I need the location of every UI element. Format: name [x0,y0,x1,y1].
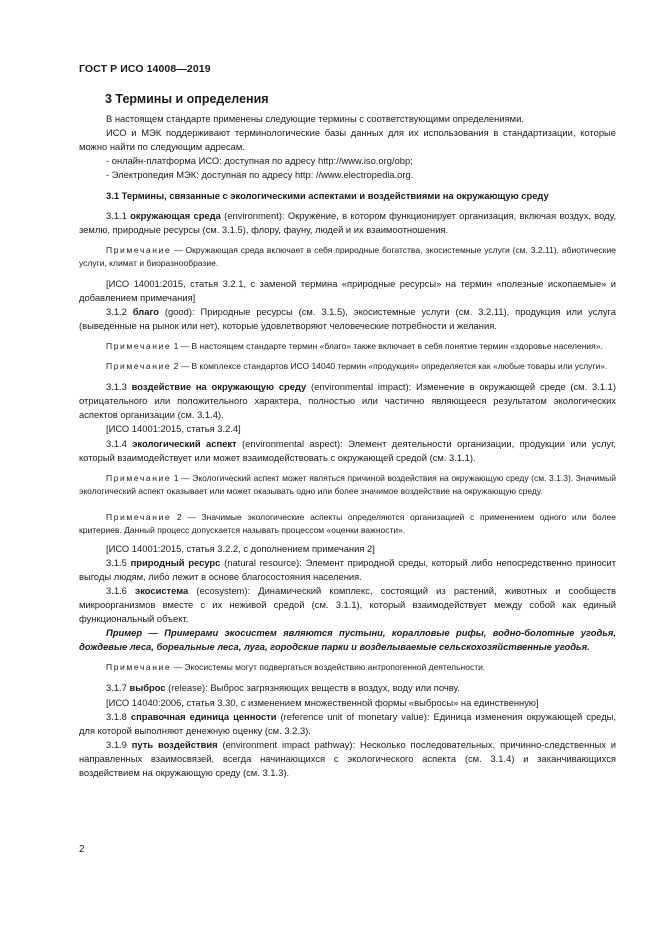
term-3-1-3 [79,380,616,422]
note-label: Примечание [106,662,172,673]
note-3-1-4-2 [79,511,616,537]
term-3-1-9 [79,738,616,780]
note-label: Примечание [106,511,172,522]
note-3-1-6 [79,661,616,674]
subsection-title: 3.1 Термины, связанные с экологическими аспектами и воздействиями на окружающую среду [106,190,549,202]
section-title: 3 Термины и определения [105,92,269,106]
term-definition: (release): Выброс загрязняющих веществ в воздух, воду или почву. [165,682,460,694]
page-number: 2 [79,844,85,855]
term-definition: (ecosystem): Динамический комплекс, состоящий из растений, животных и сообществ микроорганизмов вместе с их неживой средой (см. 3.1.1), который взаимодействует между собой как единый функциональный объект. [79,584,616,625]
note-text: 2 — Значимые экологические аспекты определяются организацией с применением одного или более критериев. Данный процесс допускается называть процессом «оценки важности». [79,511,616,535]
term-3-1-7 [79,681,616,695]
intro-paragraph: В настоящем стандарте применены следующие термины с соответствующими определениями. [106,113,524,124]
source-3-1-3: [ИСО 14001:2015, статья 3.2.4] [106,423,241,435]
note-label: Примечание [106,341,172,352]
term-number: 3.1.4 [106,437,127,449]
term-3-1-1 [79,209,616,237]
note-text: 1 — В настоящем стандарте термин «благо» также включает в себя понятие термин «здоровье населения». [171,341,603,352]
term-definition: (reference unit of monetary value): Единица изменения окружающей среды, для которой выполняют денежную оценку (см. 3.2.3). [79,710,617,736]
term-name: экосистема [135,584,189,596]
source-3-1-7: [ИСО 14040:2006, статья 3.30, с изменением множественной формы «выбросы» на единственную] [106,696,539,708]
term-definition: (environmental aspect): Элемент деятельности организации, продукции или услуг, который взаимодействует или может взаимодействовать с окружающей средой (см. 3.1.1). [79,437,616,463]
term-definition: (good): Природные ресурсы (см. 3.1.5), экосистемные услуги (см. 3.2.11), продукция или услуга (выведенные на рынок или нет), которые удовлетворяют человеческие потребности и желания. [79,305,616,332]
note-label: Примечание [106,472,172,483]
term-number: 3.1.7 [106,682,127,694]
intro-paragraph-2: ИСО и МЭК поддерживают терминологические базы данных для их использования в стандартизации, которые можно найти по следующим адресам. [79,127,616,153]
term-name: выброс [129,682,166,694]
term-number: 3.1.8 [106,710,127,722]
term-3-1-5 [79,556,616,584]
example-3-1-6: Пример — Примерами экосистем являются пустыни, коралловые рифы, водно-болотные угодья, дождевые леса, бореальные леса, луга, городские парки и возделываемые сельскохозяйственные угодья. [79,627,616,653]
note-text: 1 — Экологический аспект может являться причиной воздействия на окружающую среду (см. 3.1.3). Значимый экологический аспект оказывает или может оказывать одно или более значимое воздействие на окружающую среду. [79,472,616,496]
term-name: экологический аспект [132,437,237,449]
bullet-iec: - Электропедия МЭК: доступная по адресу http: //www.electropedia.org. [106,169,414,181]
term-name: окружающая среда [130,209,221,221]
term-number: 3.1.5 [106,556,127,568]
note-3-1-2-1 [79,340,616,353]
bullet-iso: - онлайн-платформа ИСО: доступная по адресу http://www.iso.org/obp; [106,155,413,167]
source-3-1-1: [ИСО 14001:2015, статья 3.2.1, с заменой термина «природные ресурсы» на термин «полезные ископаемые» и добавлением примечания] [79,277,616,303]
note-3-1-1 [79,244,616,270]
term-number: 3.1.3 [106,381,127,393]
term-name: справочная единица ценности [130,710,277,722]
note-text: — Экосистемы могут подвергаться воздействию антропогенной деятельности. [171,662,486,673]
term-3-1-4 [79,437,616,465]
term-definition: (natural resource): Элемент природной среды, который либо непосредственно приносит выгоды людям, либо лежит в основе благосостояния населения. [79,556,617,582]
term-name: благо [132,305,159,317]
term-3-1-8 [79,710,616,738]
term-3-1-6 [79,584,616,626]
note-text: — Окружающая среда включает в себя природные богатства, экосистемные услуги (см. 3.2.11), абиотические услуги, климат и биоразнообразие. [79,244,616,268]
note-label: Примечание [106,361,172,372]
term-name: воздействие на окружающую среду [131,381,307,393]
note-3-1-2-2 [79,360,616,373]
document-header: ГОСТ Р ИСО 14008—2019 [79,63,211,75]
note-text: 2 — В комплексе стандартов ИСО 14040 термин «продукция» определяется как «любые товары или услуги». [171,361,608,372]
term-number: 3.1.1 [106,209,127,221]
term-name: путь воздействия [131,738,218,750]
term-number: 3.1.9 [106,738,127,750]
document-body [79,112,616,780]
term-number: 3.1.2 [106,305,127,317]
term-name: природный ресурс [130,556,221,568]
note-3-1-4-1 [79,472,616,498]
term-definition: (environmental impact): Изменение в окружающей среде (см. 3.1.1) отрицательного или положительного характера, полностью или частично являющееся результатом экологических аспектов организации (см. 3.1.4). [79,381,616,421]
term-definition: (environment impact pathway): Несколько последовательных, причинно-следственных и направленных взаимосвязей, всегда начинающихся с экологического аспекта (см. 3.1.4) и заканчивающихся воздействием на окружающую среду (см. 3.1.3). [79,738,616,778]
term-number: 3.1.6 [106,584,127,596]
note-label: Примечание [106,244,172,255]
term-definition: (environment): Окружение, в котором функционирует организация, включая воздух, воду, землю, природные ресурсы (см. 3.1.5), флору, фауну, людей и их взаимоотношения. [79,209,616,235]
source-3-1-4: [ИСО 14001:2015, статья 3.2.2, с дополнением примечания 2] [106,542,375,554]
term-3-1-2 [79,305,616,333]
